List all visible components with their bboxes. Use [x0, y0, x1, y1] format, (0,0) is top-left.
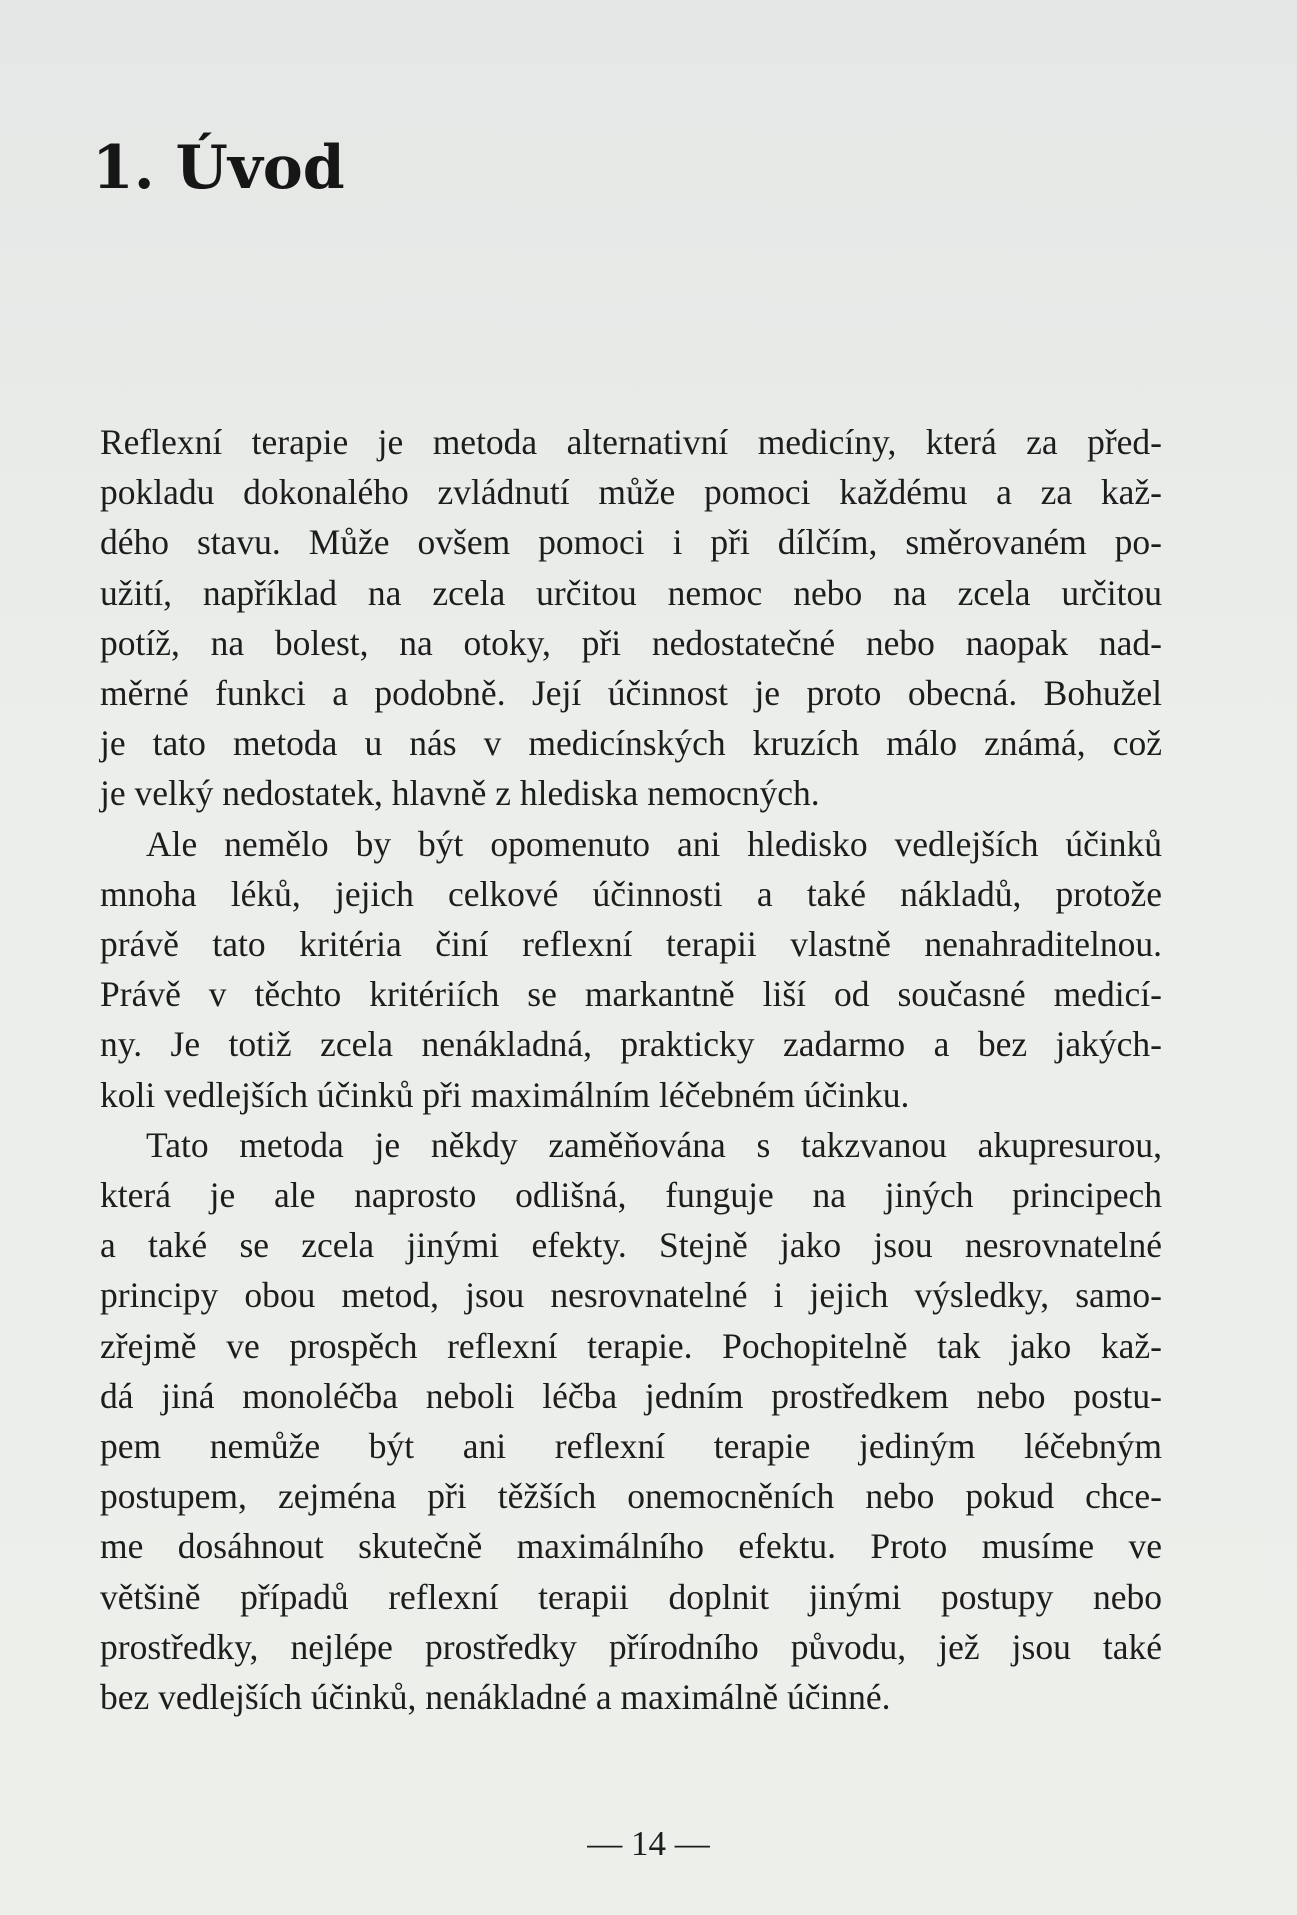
paragraph-1 — [100, 417, 1162, 819]
body-text — [100, 417, 1162, 1722]
chapter-title: 1. Úvod — [92, 133, 345, 203]
text-line: Tato metoda je někdy zaměňována s takzvanou akupresurou, — [146, 1124, 1162, 1165]
text-line: prostředky, nejlépe prostředky přírodního původu, jež jsou také — [100, 1626, 1162, 1667]
paragraph-3 — [100, 1120, 1162, 1722]
text-line: je velký nedostatek, hlavně z hlediska nemocných. — [100, 773, 820, 814]
text-line: principy obou metod, jsou nesrovnatelné i jejich výsledky, samo- — [100, 1275, 1162, 1316]
text-line: zřejmě ve prospěch reflexní terapie. Pochopitelně tak jako kaž- — [100, 1325, 1162, 1366]
text-line: me dosáhnout skutečně maximálního efektu. Proto musíme ve — [100, 1526, 1162, 1567]
text-line: a také se zcela jinými efekty. Stejně jako jsou nesrovnatelné — [100, 1225, 1162, 1266]
text-line: potíž, na bolest, na otoky, při nedostatečné nebo naopak nad- — [100, 622, 1162, 663]
text-line: koli vedlejších účinků při maximálním léčebném účinku. — [100, 1074, 910, 1115]
text-line: většině případů reflexní terapii doplnit jinými postupy nebo — [100, 1576, 1162, 1617]
text-line: ny. Je totiž zcela nenákladná, prakticky zadarmo a bez jakých- — [100, 1024, 1162, 1065]
text-line: měrné funkci a podobně. Její účinnost je proto obecná. Bohužel — [100, 673, 1162, 714]
text-line: dého stavu. Může ovšem pomoci i při dílčím, směrovaném po- — [100, 522, 1162, 563]
text-line: která je ale naprosto odlišná, funguje na jiných principech — [100, 1175, 1162, 1216]
text-line: Reflexní terapie je metoda alternativní medicíny, která za před- — [100, 422, 1162, 462]
text-line: je tato metoda u nás v medicínských kruzích málo známá, což — [100, 723, 1162, 764]
page-number: — 14 — — [587, 1824, 710, 1863]
text-line: Právě v těchto kritériích se markantně liší od současné medicí- — [100, 974, 1162, 1015]
text-line: bez vedlejších účinků, nenákladné a maximálně účinné. — [100, 1677, 891, 1718]
text-line: právě tato kritéria činí reflexní terapii vlastně nenahraditelnou. — [100, 924, 1162, 965]
text-line: Ale nemělo by být opomenuto ani hledisko vedlejších účinků — [146, 823, 1162, 864]
text-line: pem nemůže být ani reflexní terapie jediným léčebným — [100, 1426, 1162, 1467]
text-line: mnoha léků, jejich celkové účinnosti a také nákladů, protože — [100, 873, 1162, 914]
paragraph-2 — [100, 819, 1162, 1120]
text-line: užití, například na zcela určitou nemoc nebo na zcela určitou — [100, 572, 1162, 613]
text-line: pokladu dokonalého zvládnutí může pomoci každému a za kaž- — [100, 472, 1162, 513]
text-line: dá jiná monoléčba neboli léčba jedním prostředkem nebo postu- — [100, 1375, 1162, 1416]
text-line: postupem, zejména při těžších onemocněních nebo pokud chce- — [100, 1476, 1162, 1517]
